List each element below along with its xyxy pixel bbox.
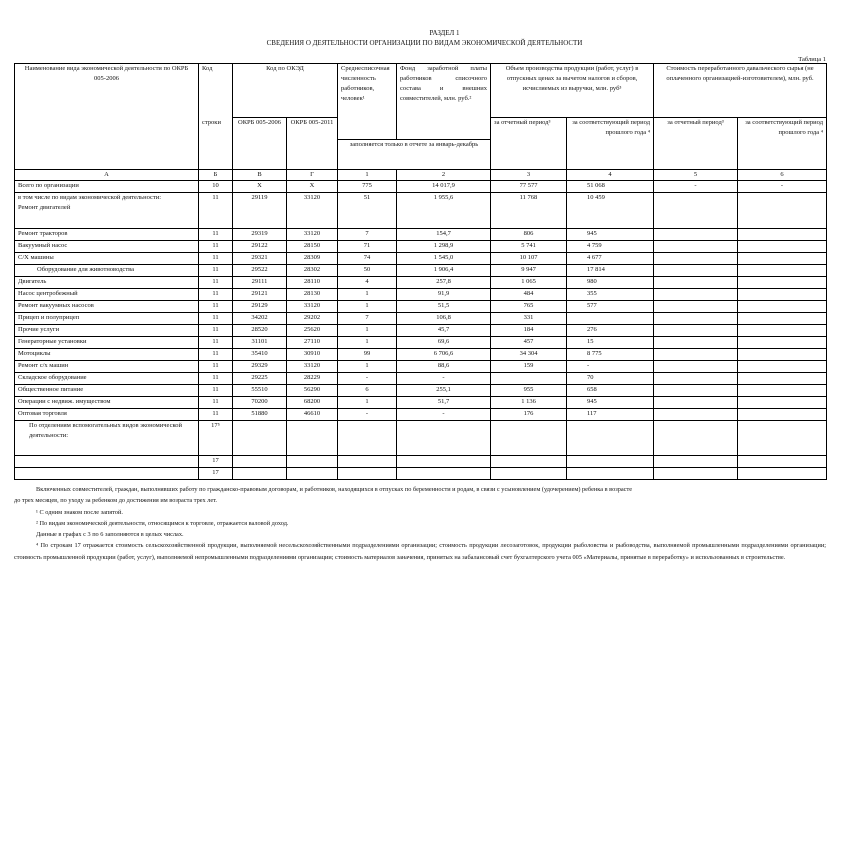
cell: 775 xyxy=(338,181,397,193)
cell: 56290 xyxy=(287,385,338,397)
cell xyxy=(654,325,738,337)
cell: 484 xyxy=(491,289,567,301)
cell: 5 741 xyxy=(491,241,567,253)
cell: 11 xyxy=(199,289,233,301)
cell xyxy=(567,421,654,456)
header-code-row: строки xyxy=(199,118,233,170)
row-name: Насос центробежный xyxy=(15,289,199,301)
cell xyxy=(738,337,827,349)
row-name: Ремонт тракторов xyxy=(15,229,199,241)
cell: 1 955,6 xyxy=(397,193,491,229)
header-jan-dec-note: заполняется только в отчете за январь-декабрь xyxy=(338,140,491,170)
row-name: Оборудование для животноводства xyxy=(15,265,199,277)
cell: 9 947 xyxy=(491,265,567,277)
column-letter: А xyxy=(15,170,199,181)
cell: 1 298,9 xyxy=(397,241,491,253)
cell: 945 xyxy=(567,229,654,241)
cell: 33120 xyxy=(287,193,338,229)
cell: 35410 xyxy=(233,349,287,361)
cell: 29225 xyxy=(233,373,287,385)
cell: 15 xyxy=(567,337,654,349)
cell: 10 107 xyxy=(491,253,567,265)
cell: Х xyxy=(233,181,287,193)
cell: 11 xyxy=(199,325,233,337)
cell: 70 xyxy=(567,373,654,385)
cell xyxy=(738,289,827,301)
cell xyxy=(491,468,567,480)
cell: 10 xyxy=(199,181,233,193)
cell xyxy=(233,421,287,456)
cell: 11 xyxy=(199,337,233,349)
column-letter: 2 xyxy=(397,170,491,181)
column-letter: 6 xyxy=(738,170,827,181)
header-col4: за соответствующий период прошлого года ⁴ xyxy=(567,118,654,170)
cell xyxy=(738,277,827,289)
cell xyxy=(338,421,397,456)
aux-sub-row xyxy=(15,456,827,468)
aux-sub-code: 17 xyxy=(199,456,233,468)
cell: 154,7 xyxy=(397,229,491,241)
cell xyxy=(738,229,827,241)
cell: 25620 xyxy=(287,325,338,337)
cell: 457 xyxy=(491,337,567,349)
column-letter: 5 xyxy=(654,170,738,181)
cell: 7 xyxy=(338,313,397,325)
cell: 51,7 xyxy=(397,397,491,409)
cell xyxy=(738,349,827,361)
cell: 980 xyxy=(567,277,654,289)
cell xyxy=(654,277,738,289)
cell: 11 xyxy=(199,373,233,385)
cell: 55510 xyxy=(233,385,287,397)
cell: 11 xyxy=(199,349,233,361)
cell xyxy=(287,456,338,468)
cell xyxy=(15,456,199,468)
cell xyxy=(654,456,738,468)
cell: 34202 xyxy=(233,313,287,325)
cell: 51,5 xyxy=(397,301,491,313)
cell: 11 xyxy=(199,229,233,241)
cell: 29329 xyxy=(233,361,287,373)
table-body xyxy=(15,170,827,480)
cell xyxy=(738,397,827,409)
aux-row xyxy=(15,421,827,456)
cell: 658 xyxy=(567,385,654,397)
cell: 11 xyxy=(199,253,233,265)
cell xyxy=(654,337,738,349)
cell: 117 xyxy=(567,409,654,421)
table-row xyxy=(15,193,827,229)
row-name: Прицеп и полуприцеп xyxy=(15,313,199,325)
cell: 70200 xyxy=(233,397,287,409)
cell: 29321 xyxy=(233,253,287,265)
cell: 11 xyxy=(199,277,233,289)
cell: 11 xyxy=(199,193,233,229)
cell: 1 136 xyxy=(491,397,567,409)
cell: 50 xyxy=(338,265,397,277)
table-row xyxy=(15,349,827,361)
cell: 30910 xyxy=(287,349,338,361)
aux-sub-code: 17 xyxy=(199,468,233,480)
cell: 1 xyxy=(338,325,397,337)
cell xyxy=(567,468,654,480)
cell: 51 xyxy=(338,193,397,229)
cell: 106,8 xyxy=(397,313,491,325)
table-row xyxy=(15,397,827,409)
cell: 1 906,4 xyxy=(397,265,491,277)
cell xyxy=(654,289,738,301)
cell: 33120 xyxy=(287,361,338,373)
cell: 1 xyxy=(338,301,397,313)
cell: 159 xyxy=(491,361,567,373)
cell xyxy=(654,468,738,480)
note-0: Включенных совместителей, граждан, выполнявших работу по гражданско-правовым договорам, и работников, находящихся в отпусках по беременности и родам, в связи с усыновлением (удочерением) ребенка в возрасте xyxy=(36,486,632,493)
header-name: Наименование вида экономической деятельности по ОКРБ 005-2006 xyxy=(15,64,199,170)
table-row xyxy=(15,337,827,349)
header-col2: Фонд заработной платы работников списочного состава и внешних совместителей, млн. руб.² xyxy=(397,64,491,140)
cell: - xyxy=(338,409,397,421)
cell: 29121 xyxy=(233,289,287,301)
cell xyxy=(738,361,827,373)
note-3: Данные в графах с 3 по 6 заполняются в целых числах. xyxy=(36,531,184,539)
column-letter: Б xyxy=(199,170,233,181)
cell: 10 459 xyxy=(567,193,654,229)
table-row xyxy=(15,229,827,241)
cell: 29122 xyxy=(233,241,287,253)
cell xyxy=(233,468,287,480)
row-name: в том числе по видам экономической деятельности: Ремонт двигателей xyxy=(15,193,199,229)
cell: 8 775 xyxy=(567,349,654,361)
cell: 99 xyxy=(338,349,397,361)
cell: 331 xyxy=(491,313,567,325)
cell xyxy=(15,468,199,480)
cell: 17 814 xyxy=(567,265,654,277)
cell: 51880 xyxy=(233,409,287,421)
cell: 1 xyxy=(338,337,397,349)
cell: 6 xyxy=(338,385,397,397)
cell: 29111 xyxy=(233,277,287,289)
cell: - xyxy=(567,361,654,373)
cell xyxy=(654,313,738,325)
cell: 71 xyxy=(338,241,397,253)
row-name: Мотоциклы xyxy=(15,349,199,361)
aux-label: По отделениям вспомогательных видов экономической деятельности: xyxy=(15,421,199,456)
cell: 11 xyxy=(199,265,233,277)
cell: 6 706,6 xyxy=(397,349,491,361)
column-letter: В xyxy=(233,170,287,181)
cell: 74 xyxy=(338,253,397,265)
cell xyxy=(654,193,738,229)
cell xyxy=(738,241,827,253)
cell: 77 577 xyxy=(491,181,567,193)
cell: - xyxy=(397,409,491,421)
cell: 28229 xyxy=(287,373,338,385)
row-name: Оптовая торговля xyxy=(15,409,199,421)
cell xyxy=(738,325,827,337)
cell xyxy=(654,301,738,313)
cell xyxy=(491,373,567,385)
activity-table xyxy=(14,63,827,480)
row-name: Ремонт вакуумных насосов xyxy=(15,301,199,313)
cell: 27110 xyxy=(287,337,338,349)
cell xyxy=(654,253,738,265)
cell: 28520 xyxy=(233,325,287,337)
note-4: ⁴ По строкам 17 отражается стоимость сельскохозяйственной продукции, выполняемой несельскохозяйственными подразделениями организации; стоимость продукции лесозаготовок, продукции рыболовства и рыбоводства, выполняемой промышленными подразделениями организации; стоимость промышленной продукции (работ, услуг), выполняемой непромышленными подразделениями организации; стоимость материалов заначения, принятых на забалансовый счет бухгалтерского учета 005 «Материалы, принятые в переработку» и использованных в строительстве. xyxy=(14,542,826,561)
cell: 955 xyxy=(491,385,567,397)
table-row xyxy=(15,241,827,253)
cell xyxy=(397,456,491,468)
cell: 1 xyxy=(338,361,397,373)
cell xyxy=(654,349,738,361)
cell: 45,7 xyxy=(397,325,491,337)
cell xyxy=(738,193,827,229)
cell: - xyxy=(338,373,397,385)
cell: 11 xyxy=(199,409,233,421)
header-col6: за соответствующий период прошлого года ⁴ xyxy=(738,118,827,170)
note-1: ¹ С одним знаком после запятой. xyxy=(36,508,123,516)
cell: 11 xyxy=(199,385,233,397)
cell xyxy=(491,456,567,468)
header-okved: Код по ОКЭД xyxy=(233,64,338,118)
cell: 28309 xyxy=(287,253,338,265)
header-okrb2006: ОКРБ 005-2006 xyxy=(233,118,287,170)
row-name: Прочие услуги xyxy=(15,325,199,337)
header-col1: Среднесписочная численность работников, человек¹ xyxy=(338,64,397,140)
cell xyxy=(654,385,738,397)
cell xyxy=(738,385,827,397)
cell xyxy=(654,409,738,421)
row-name: Общественное питание xyxy=(15,385,199,397)
cell xyxy=(287,468,338,480)
header-col3-4: Объем производства продукции (работ, услуг) в отпускных ценах за вычетом налогов и сборов, исчисляемых из выручки, млн. руб³ xyxy=(491,64,654,118)
table-row xyxy=(15,301,827,313)
note-0b: до трех месяцев, по уходу за ребенком до достижения им возраста трех лет. xyxy=(14,497,217,505)
cell: 28110 xyxy=(287,277,338,289)
cell xyxy=(654,361,738,373)
cell: 7 xyxy=(338,229,397,241)
cell: 11 xyxy=(199,241,233,253)
row-name: Генераторные установки xyxy=(15,337,199,349)
column-letter: 3 xyxy=(491,170,567,181)
cell: 184 xyxy=(491,325,567,337)
cell: 4 759 xyxy=(567,241,654,253)
aux-code: 17⁵ xyxy=(199,421,233,456)
cell xyxy=(397,468,491,480)
cell xyxy=(654,241,738,253)
table-row xyxy=(15,265,827,277)
cell: 257,8 xyxy=(397,277,491,289)
table-row xyxy=(15,289,827,301)
column-letters-row xyxy=(15,170,827,181)
table-row xyxy=(15,313,827,325)
cell xyxy=(654,373,738,385)
cell: 11 xyxy=(199,301,233,313)
cell xyxy=(738,421,827,456)
cell xyxy=(738,456,827,468)
cell: 14 017,9 xyxy=(397,181,491,193)
row-name: Операции с недвиж. имуществом xyxy=(15,397,199,409)
row-name: Складское оборудование xyxy=(15,373,199,385)
aux-sub-row xyxy=(15,468,827,480)
cell xyxy=(287,421,338,456)
header-col5: за отчетный период³ xyxy=(654,118,738,170)
cell: - xyxy=(654,181,738,193)
cell: - xyxy=(738,181,827,193)
cell: 4 xyxy=(338,277,397,289)
cell: 577 xyxy=(567,301,654,313)
cell: 4 677 xyxy=(567,253,654,265)
cell: 69,6 xyxy=(397,337,491,349)
row-name: Вакуумный насос xyxy=(15,241,199,253)
cell: 11 xyxy=(199,313,233,325)
table-row xyxy=(15,181,827,193)
cell: 806 xyxy=(491,229,567,241)
column-letter: 1 xyxy=(338,170,397,181)
cell xyxy=(738,409,827,421)
cell xyxy=(654,397,738,409)
row-name: Всего по организации xyxy=(15,181,199,193)
header-code: Код xyxy=(199,64,233,118)
row-name: Двигатель xyxy=(15,277,199,289)
cell xyxy=(567,313,654,325)
cell: 29119 xyxy=(233,193,287,229)
cell: Х xyxy=(287,181,338,193)
cell xyxy=(738,468,827,480)
cell xyxy=(654,229,738,241)
cell: 176 xyxy=(491,409,567,421)
cell: 28150 xyxy=(287,241,338,253)
cell: 34 304 xyxy=(491,349,567,361)
cell xyxy=(491,421,567,456)
header-col3: за отчетный период³ xyxy=(491,118,567,170)
footnotes xyxy=(14,484,826,563)
table-row xyxy=(15,409,827,421)
cell xyxy=(338,468,397,480)
cell xyxy=(738,313,827,325)
cell xyxy=(738,373,827,385)
cell xyxy=(397,421,491,456)
cell: 1 065 xyxy=(491,277,567,289)
header-col5-6: Стоимость переработанного давальческого сырья (не оплаченного организацией-изготовителем), млн. руб. xyxy=(654,64,827,118)
cell: 29522 xyxy=(233,265,287,277)
cell: 28130 xyxy=(287,289,338,301)
cell: 1 545,0 xyxy=(397,253,491,265)
table-row xyxy=(15,373,827,385)
page-title: СВЕДЕНИЯ О ДЕЯТЕЛЬНОСТИ ОРГАНИЗАЦИИ ПО ВИДАМ ЭКОНОМИЧЕСКОЙ ДЕЯТЕЛЬНОСТИ xyxy=(266,39,583,47)
header-okrb2011: ОКРБ 005-2011 xyxy=(287,118,338,170)
cell: - xyxy=(397,373,491,385)
cell: 68200 xyxy=(287,397,338,409)
cell: 33120 xyxy=(287,301,338,313)
cell: 11 xyxy=(199,361,233,373)
cell: 33120 xyxy=(287,229,338,241)
cell: 28302 xyxy=(287,265,338,277)
table-number: Таблица 1 xyxy=(798,56,826,63)
table-row xyxy=(15,277,827,289)
cell: 29319 xyxy=(233,229,287,241)
cell: 46610 xyxy=(287,409,338,421)
cell xyxy=(338,456,397,468)
table-row xyxy=(15,253,827,265)
cell xyxy=(654,265,738,277)
cell xyxy=(233,456,287,468)
cell xyxy=(567,456,654,468)
cell: 355 xyxy=(567,289,654,301)
table-row xyxy=(15,385,827,397)
cell: 765 xyxy=(491,301,567,313)
cell: 11 768 xyxy=(491,193,567,229)
cell: 1 xyxy=(338,289,397,301)
cell: 29129 xyxy=(233,301,287,313)
row-name: С/Х машины xyxy=(15,253,199,265)
section-label: РАЗДЕЛ 1 xyxy=(429,29,460,37)
cell: 51 068 xyxy=(567,181,654,193)
column-letter: Г xyxy=(287,170,338,181)
column-letter: 4 xyxy=(567,170,654,181)
cell: 276 xyxy=(567,325,654,337)
cell: 88,6 xyxy=(397,361,491,373)
table-row xyxy=(15,361,827,373)
cell: 31101 xyxy=(233,337,287,349)
cell xyxy=(738,301,827,313)
cell: 11 xyxy=(199,397,233,409)
cell xyxy=(654,421,738,456)
row-name: Ремонт с/х машин xyxy=(15,361,199,373)
cell xyxy=(738,265,827,277)
cell xyxy=(738,253,827,265)
cell: 29202 xyxy=(287,313,338,325)
cell: 91,9 xyxy=(397,289,491,301)
cell: 255,1 xyxy=(397,385,491,397)
table-row xyxy=(15,325,827,337)
note-2: ² По видам экономической деятельности, относящимся к торговле, отражается валовой доход. xyxy=(36,519,289,527)
cell: 1 xyxy=(338,397,397,409)
cell: 945 xyxy=(567,397,654,409)
